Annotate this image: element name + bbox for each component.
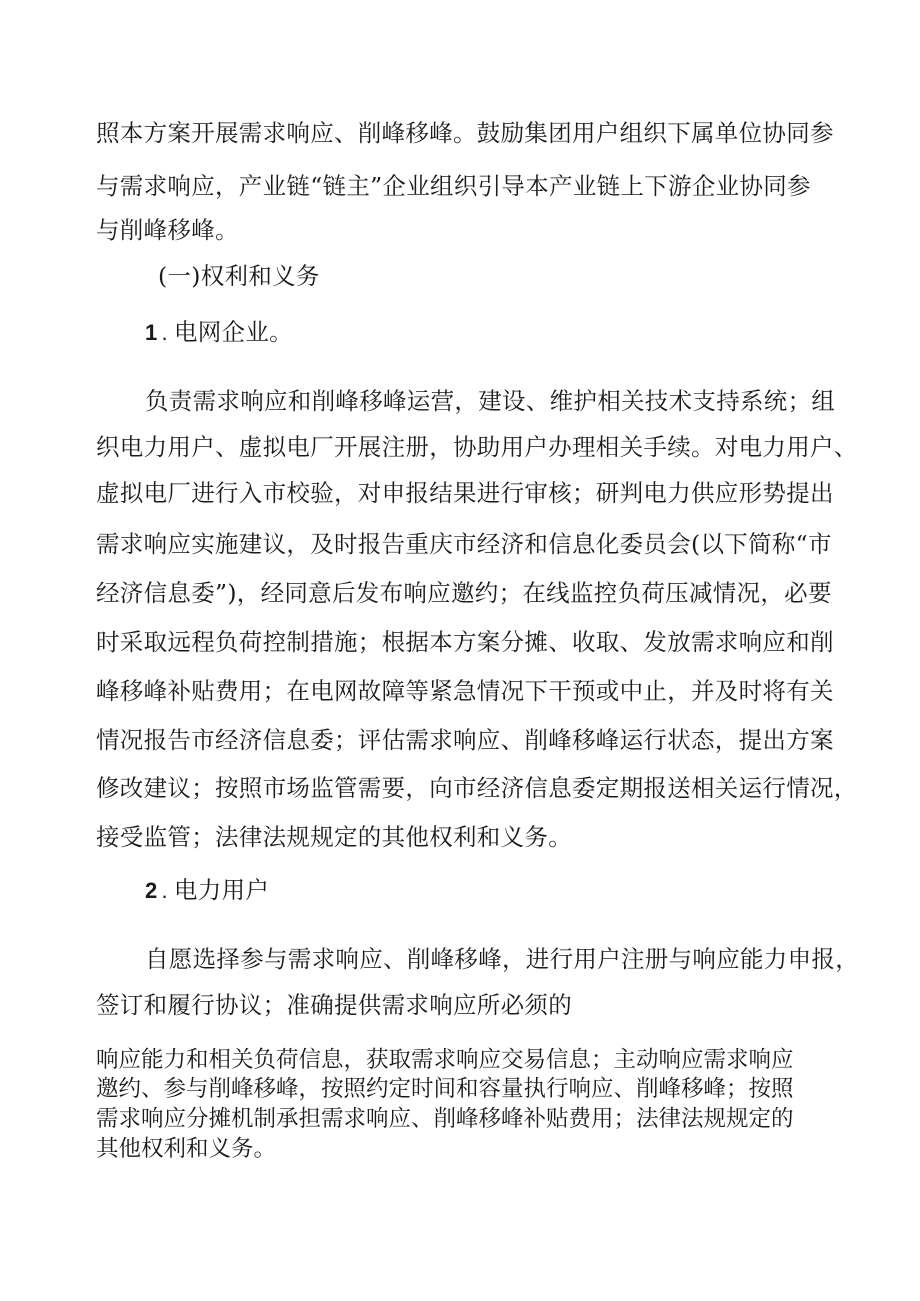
heading-dot: .: [161, 320, 168, 345]
heading-number: 1: [145, 320, 158, 345]
paragraph-line: 与削峰移峰。: [96, 216, 239, 244]
paragraph-line: 需求响应分摊机制承担需求响应、削峰移峰补贴费用；法律法规规定的: [96, 1106, 794, 1132]
paragraph-line: 邀约、参与削峰移峰，按照约定时间和容量执行响应、削峰移峰；按照: [96, 1076, 794, 1102]
paragraph-line: 自愿选择参与需求响应、削峰移峰，进行用户注册与响应能力申报，: [145, 945, 859, 973]
paragraph-line: 经济信息委”)，经同意后发布响应邀约；在线监控负荷压减情况，必要: [96, 579, 832, 607]
paragraph-line: 负责需求响应和削峰移峰运营，建设、维护相关技术支持系统；组: [145, 387, 836, 415]
paragraph-line: 照本方案开展需求响应、削峰移峰。鼓励集团用户组织下属单位协同参: [96, 119, 834, 147]
paragraph-line: 情况报告市经济信息委；评估需求响应、削峰移峰运行状态，提出方案: [96, 726, 834, 754]
paragraph-line: 时采取远程负荷控制措施；根据本方案分摊、收取、发放需求响应和削: [96, 628, 834, 656]
paragraph-line: 峰移峰补贴费用；在电网故障等紧急情况下干预或中止，并及时将有关: [96, 677, 834, 705]
paragraph-line: 签订和履行协议；准确提供需求响应所必须的: [96, 991, 572, 1019]
heading-text: 电网企业。: [173, 318, 293, 346]
heading-text: 电力用户: [173, 876, 270, 904]
heading-number: 2: [145, 878, 158, 903]
paragraph-line: 响应能力和相关负荷信息，获取需求响应交易信息；主动响应需求响应: [96, 1047, 794, 1073]
paragraph-line: 其他权利和义务。: [96, 1136, 277, 1162]
paragraph-line: 虚拟电厂进行入市校验，对申报结果进行审核；研判电力供应形势提出: [96, 479, 834, 507]
paragraph-line: 需求响应实施建议，及时报告重庆市经济和信息化委员会(以下简称“市: [96, 530, 832, 558]
subsection-heading-1: [145, 318, 293, 346]
paragraph-line: 与需求响应，产业链“链主”企业组织引导本产业链上下游企业协同参: [96, 172, 811, 200]
paragraph-line: 接受监管；法律法规规定的其他权利和义务。: [96, 823, 572, 851]
subsection-heading-2: [145, 876, 270, 904]
paragraph-line: 织电力用户、虚拟电厂开展注册，协助用户办理相关手续。对电力用户、: [96, 433, 858, 461]
heading-dot: .: [161, 878, 168, 903]
section-heading: (一)权利和义务: [158, 262, 320, 290]
paragraph-line: 修改建议；按照市场监管需要，向市经济信息委定期报送相关运行情况，: [96, 774, 858, 802]
